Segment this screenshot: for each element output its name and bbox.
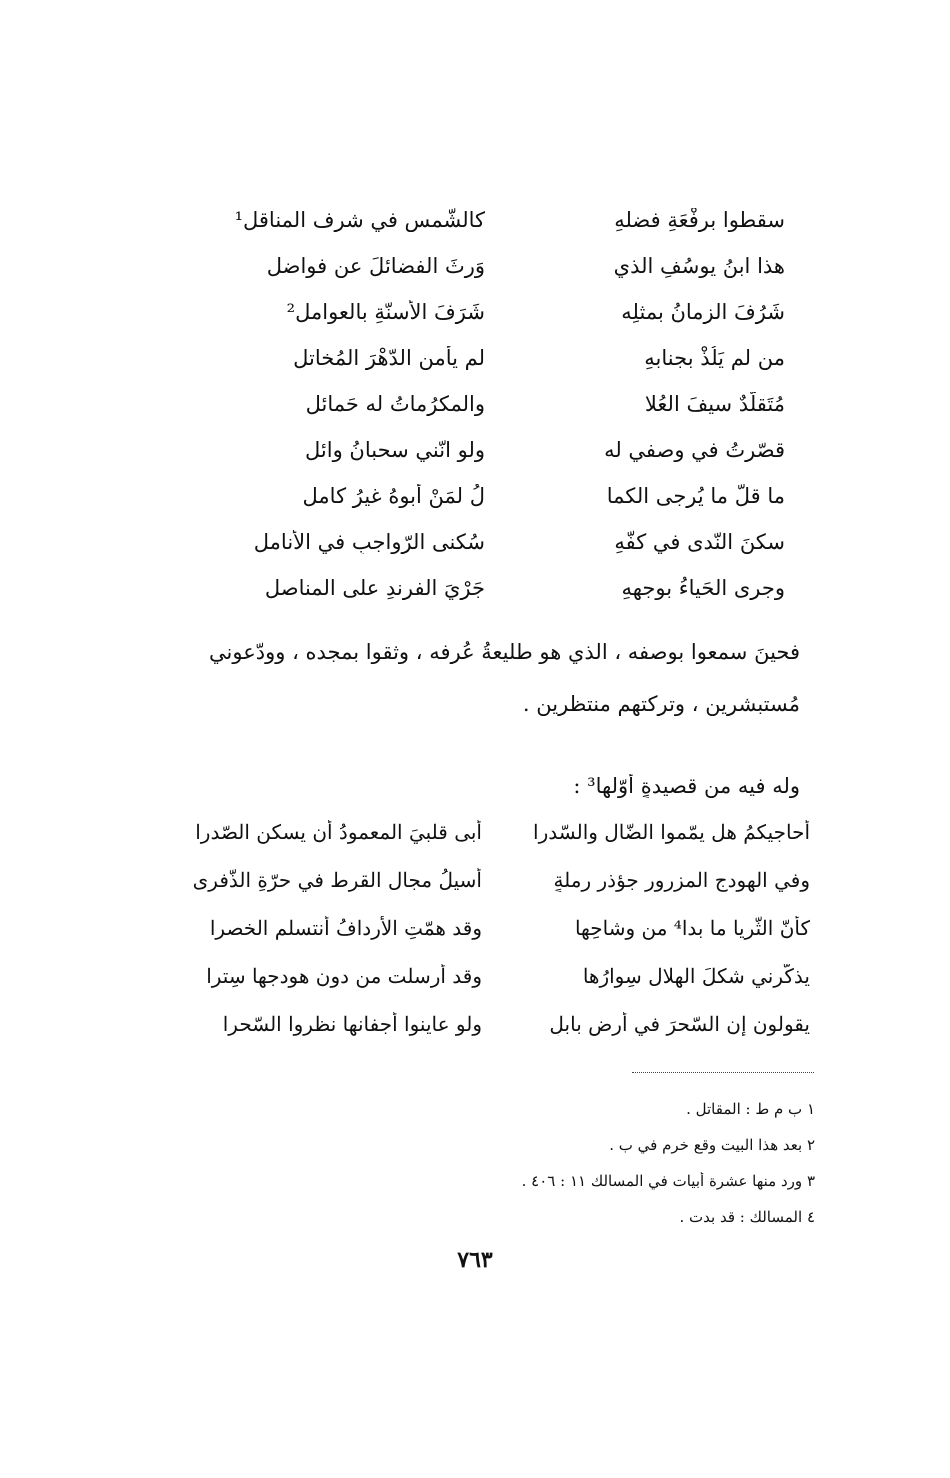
prose-line: فحينَ سمعوا بوصفه ، الذي هو طليعةُ عُرفه ، وثقوا بمجده ، وودّعوني: [209, 640, 800, 664]
verse-line: [195, 576, 785, 622]
verse-first-hemistich: وفي الهودجِ المزرور جؤذر رملةٍ: [553, 868, 810, 892]
verse-second-hemistich: أبى قلبيَ المعمودُ أن يسكن الصّدرا: [195, 820, 482, 844]
verse-line: [195, 254, 785, 300]
verse-first-hemistich: من لم يَلُذْ بجنابهِ: [644, 346, 785, 370]
verse-first-hemistich: كأنّ الثّريا ما بدا⁴ من وشاحِها: [574, 916, 810, 940]
verse-first-hemistich: هذا ابنُ يوسُفِ الذي: [613, 254, 785, 278]
verse-first-hemistich: يقولون إن السّحرَ في أرض بابلٍ: [549, 1012, 810, 1036]
verse-first-hemistich: شَرُفَ الزمانُ بمثلِه: [621, 300, 785, 324]
verse-second-hemistich: شَرَفَ الأسنّةِ بالعوامل²: [286, 300, 485, 324]
verse-second-hemistich: لم يأمنِ الدّهْرَ المُخاتل: [293, 346, 485, 370]
verse-line: [195, 484, 785, 530]
verse-second-hemistich: جَرْيَ الفرندِ على المناصل: [264, 576, 485, 600]
footnote-item: ١ ب م ط : المقاتل .: [686, 1100, 815, 1118]
verse-second-hemistich: لُ لمَنْ أبوهُ غيرُ كامل: [302, 484, 485, 508]
poem-introduction: وله فيه من قصيدةٍ أوّلها³ :: [573, 774, 800, 798]
verse-second-hemistich: وَرِثَ الفضائلَ عن فواضل: [266, 254, 485, 278]
verse-first-hemistich: مُتَقلّدٌ سيفَ العُلا: [644, 392, 785, 416]
verse-line: [160, 868, 810, 916]
footnotes: [395, 1100, 815, 1244]
verse-line: [160, 964, 810, 1012]
footnote-item: ٣ ورد منها عشرة أبيات في المسالك ١١ : ٤٠٦ .: [521, 1172, 815, 1190]
verse-line: [160, 1012, 810, 1060]
page-number: ٧٦٣: [457, 1247, 493, 1273]
verse-second-hemistich: وقد أرسلت من دون هودجها سِترا: [206, 964, 482, 988]
verse-line: [195, 300, 785, 346]
verse-line: [160, 916, 810, 964]
verse-line: [195, 346, 785, 392]
poem-block-2: [160, 820, 810, 1060]
verse-first-hemistich: سكنَ النّدى في كفّهِ: [614, 530, 785, 554]
verse-first-hemistich: أُحاجيكمُ هل يمّموا الضّال والسّدرا: [533, 820, 810, 844]
verse-second-hemistich: ولو عاينوا أجفانها نظروا السّحرا: [222, 1012, 482, 1036]
footnote-item: ٢ بعد هذا البيت وقع خرم في ب .: [609, 1136, 815, 1154]
verse-second-hemistich: ولو انّني سحبانُ وائل: [305, 438, 485, 462]
prose-line: مُستبشرين ، وتركتهم منتظرين .: [522, 692, 800, 716]
verse-line: [195, 530, 785, 576]
verse-line: [195, 208, 785, 254]
verse-second-hemistich: والمكرُماتُ له حَمائل: [305, 392, 485, 416]
footnote-item: ٤ المسالك : قد بدت .: [679, 1208, 815, 1226]
verse-first-hemistich: قصّرتُ في وصفي له: [604, 438, 785, 462]
footnote-divider: [632, 1072, 814, 1073]
verse-first-hemistich: وجرى الحَياءُ بوجهِهِ: [621, 576, 785, 600]
poem-block-1: [195, 208, 785, 622]
verse-second-hemistich: وقد همّتِ الأردافُ أنتسلم الخصرا: [209, 916, 482, 940]
verse-second-hemistich: كالشّمس في شرف المناقل¹: [234, 208, 485, 232]
verse-first-hemistich: يذكّرني شكلَ الهلالِ سِوارُها: [582, 964, 810, 988]
verse-line: [160, 820, 810, 868]
verse-first-hemistich: ما قلّ ما يُرجى الكما: [606, 484, 785, 508]
verse-second-hemistich: سُكنى الرّواجبِ في الأنامل: [253, 530, 485, 554]
verse-first-hemistich: سقطوا برفْعَةِ فضلهِ: [614, 208, 785, 232]
verse-line: [195, 438, 785, 484]
verse-second-hemistich: أسيلُ مجال القرط في حرّةِ الذّفرى: [192, 868, 482, 892]
verse-line: [195, 392, 785, 438]
